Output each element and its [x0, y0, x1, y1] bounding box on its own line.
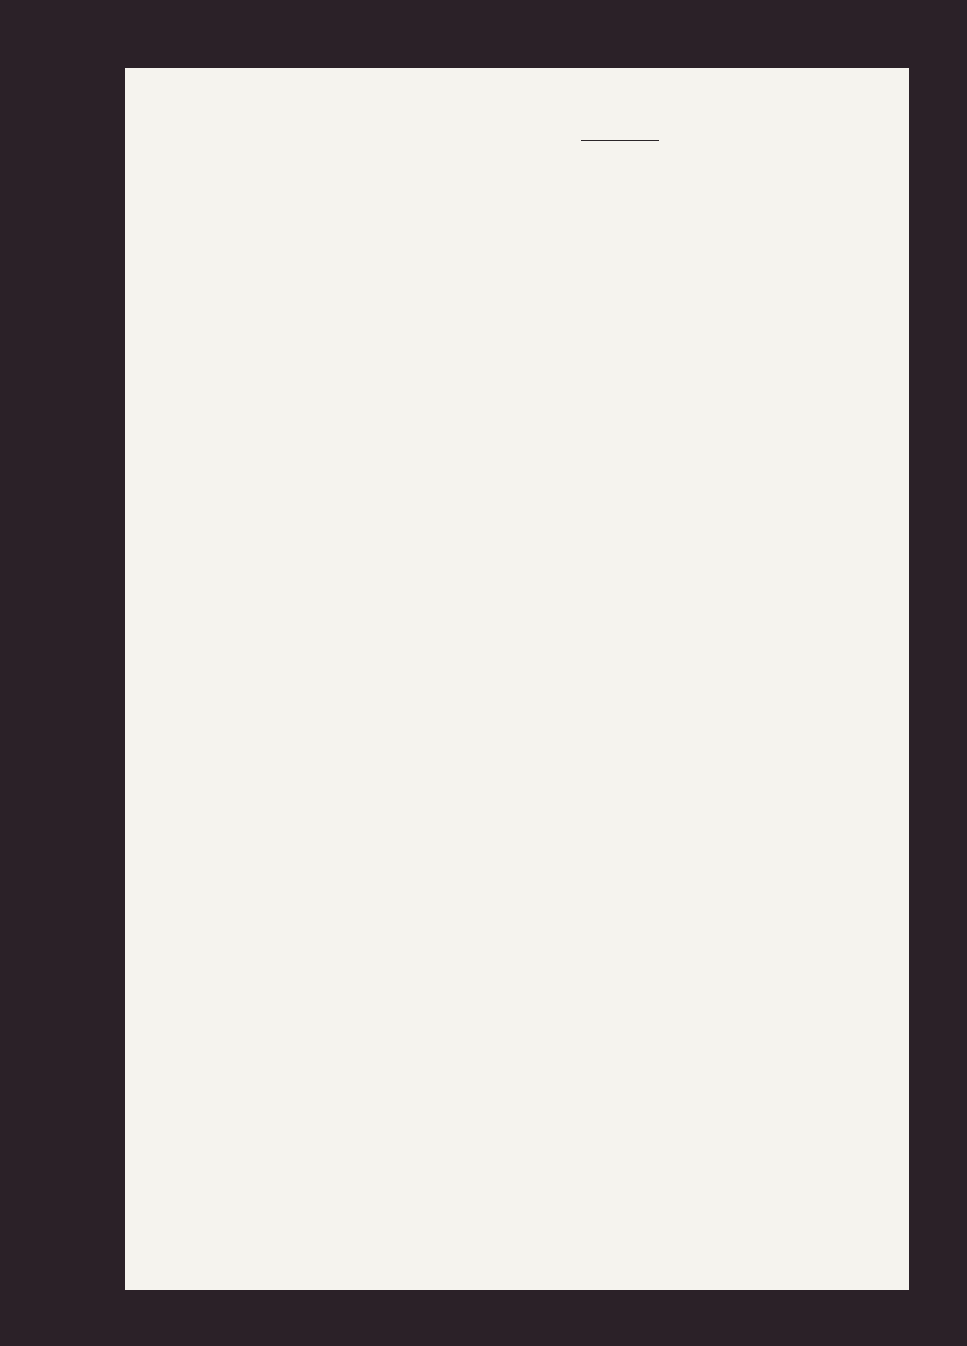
formula-numerator [581, 140, 659, 141]
article-body [525, 116, 858, 251]
magazine-page [125, 68, 909, 1290]
inverse-formula [525, 136, 858, 251]
